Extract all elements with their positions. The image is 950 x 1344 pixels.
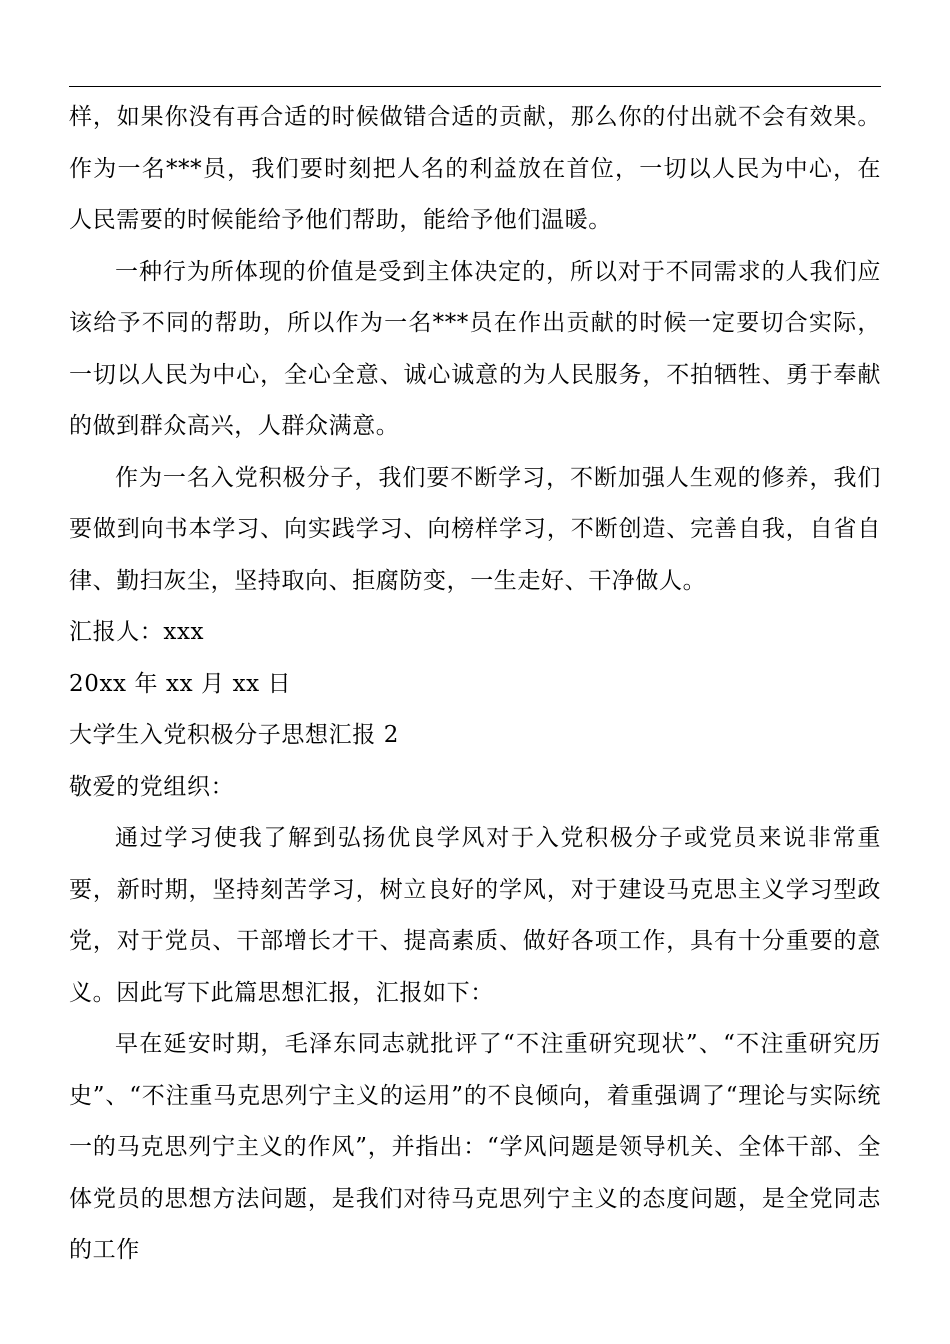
paragraph-yanan-period: 早在延安时期，毛泽东同志就批评了“不注重研究现状”、“不注重研究历史”、“不注重马克思列宁主义的运用”的不良倾向，着重强调了“理论与实际统一的马克思列宁主义的作风”，并指出：“学风问题是领导机关、全体干部、全体党员的思想方法问题，是我们对待马克思列宁主义的态度问题，是全党同志的工作 bbox=[69, 1031, 881, 1263]
paragraph-continuation: 样，如果你没有再合适的时候做错合适的贡献，那么你的付出就不会有效果。作为一名***员，我们要时刻把人名的利益放在首位，一切以人民为中心，在人民需要的时候能给予他们帮助，能给予他们温暖。 bbox=[69, 104, 881, 233]
paragraph-value-of-action: 一种行为所体现的价值是受到主体决定的，所以对于不同需求的人我们应该给予不同的帮助，所以作为一名***员在作出贡献的时候一定要切合实际，一切以人民为中心，全心全意、诚心诚意的为人民服务，不拍牺牲、勇于奉献的做到群众高兴，人群众满意。 bbox=[69, 258, 881, 439]
document-body bbox=[69, 92, 881, 1277]
reporter-line: 汇报人：xxx bbox=[69, 619, 205, 645]
section-title: 大学生入党积极分子思想汇报 2 bbox=[69, 722, 399, 748]
header-rule bbox=[69, 86, 881, 87]
paragraph-keep-learning: 作为一名入党积极分子，我们要不断学习，不断加强人生观的修养，我们要做到向书本学习、向实践学习、向榜样学习，不断创造、完善自我，自省自律、勤扫灰尘，坚持取向、拒腐防变，一生走好、干净做人。 bbox=[69, 464, 881, 594]
date-line: 20xx 年 xx 月 xx 日 bbox=[69, 670, 292, 697]
paragraph-study-style: 通过学习使我了解到弘扬优良学风对于入党积极分子或党员来说非常重要，新时期，坚持刻苦学习，树立良好的学风，对于建设马克思主义学习型政党，对于党员、干部增长才干、提高素质、做好各项工作，具有十分重要的意义。因此写下此篇思想汇报，汇报如下： bbox=[69, 825, 881, 1006]
salutation: 敬爱的党组织： bbox=[69, 773, 235, 800]
